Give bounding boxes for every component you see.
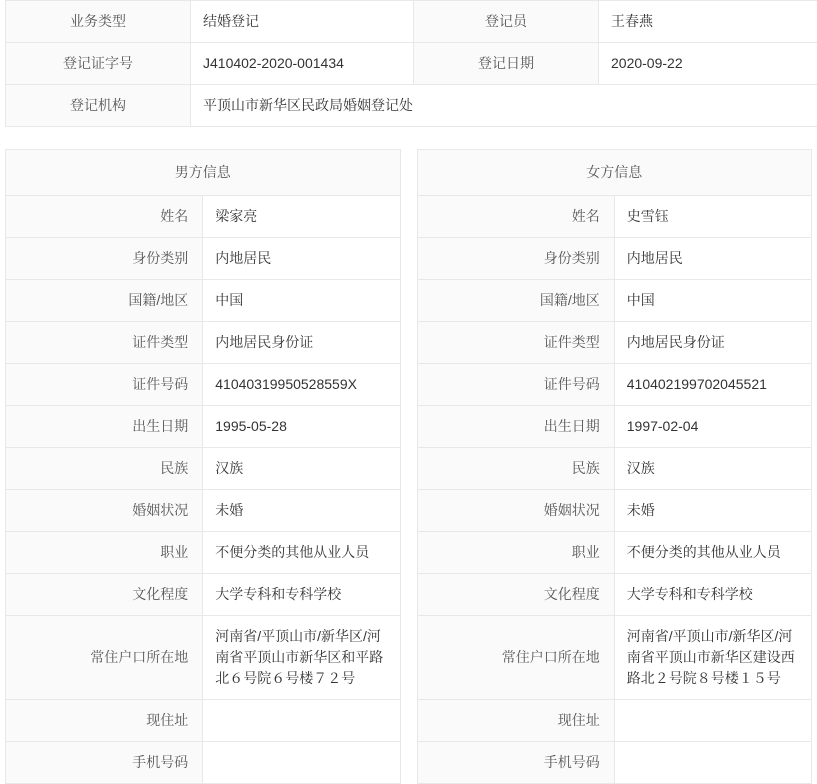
- male-info-title: 男方信息: [6, 150, 401, 196]
- table-row: [417, 574, 812, 616]
- table-row: [6, 364, 401, 406]
- table-row: [6, 150, 401, 196]
- table-row: [417, 322, 812, 364]
- female-value-ethnicity: 汉族: [614, 448, 811, 490]
- female-label-id-type: 证件类型: [417, 322, 614, 364]
- female-label-birth-date: 出生日期: [417, 406, 614, 448]
- table-row: [417, 448, 812, 490]
- male-value-nationality: 中国: [203, 280, 400, 322]
- male-label-ethnicity: 民族: [6, 448, 203, 490]
- female-label-nationality: 国籍/地区: [417, 280, 614, 322]
- summary-value-business-type: 结婚登记: [191, 1, 414, 43]
- male-value-household-address: 河南省/平顶山市/新华区/河南省平顶山市新华区和平路北６号院６号楼７２号: [203, 616, 400, 700]
- table-row: [417, 364, 812, 406]
- female-label-identity-type: 身份类别: [417, 238, 614, 280]
- table-row: [6, 322, 401, 364]
- female-value-occupation: 不便分类的其他从业人员: [614, 532, 811, 574]
- summary-value-register-date: 2020-09-22: [599, 43, 817, 85]
- female-label-marital-status: 婚姻状况: [417, 490, 614, 532]
- table-row: [6, 85, 817, 127]
- male-label-identity-type: 身份类别: [6, 238, 203, 280]
- summary-label-business-type: 业务类型: [6, 1, 191, 43]
- summary-label-registry-office: 登记机构: [6, 85, 191, 127]
- female-label-id-number: 证件号码: [417, 364, 614, 406]
- table-row: [417, 616, 812, 700]
- female-value-mobile: [614, 742, 811, 784]
- female-info-title: 女方信息: [417, 150, 812, 196]
- table-row: [6, 616, 401, 700]
- female-label-ethnicity: 民族: [417, 448, 614, 490]
- male-value-identity-type: 内地居民: [203, 238, 400, 280]
- female-label-household-address: 常住户口所在地: [417, 616, 614, 700]
- female-value-current-address: [614, 700, 811, 742]
- male-label-marital-status: 婚姻状况: [6, 490, 203, 532]
- male-value-current-address: [203, 700, 400, 742]
- summary-label-register-date: 登记日期: [414, 43, 599, 85]
- table-row: [417, 742, 812, 784]
- female-value-identity-type: 内地居民: [614, 238, 811, 280]
- table-row: [6, 196, 401, 238]
- female-label-mobile: 手机号码: [417, 742, 614, 784]
- male-label-education: 文化程度: [6, 574, 203, 616]
- table-row: [6, 574, 401, 616]
- male-info-body: [6, 150, 401, 784]
- table-row: [6, 700, 401, 742]
- female-label-occupation: 职业: [417, 532, 614, 574]
- table-row: [417, 532, 812, 574]
- summary-value-registrar: 王春燕: [599, 1, 817, 43]
- male-value-ethnicity: 汉族: [203, 448, 400, 490]
- male-value-name: 梁家亮: [203, 196, 400, 238]
- summary-label-registrar: 登记员: [414, 1, 599, 43]
- male-info-table: [5, 149, 401, 784]
- table-row: [6, 280, 401, 322]
- male-value-education: 大学专科和专科学校: [203, 574, 400, 616]
- female-value-name: 史雪钰: [614, 196, 811, 238]
- male-label-occupation: 职业: [6, 532, 203, 574]
- table-row: [6, 448, 401, 490]
- female-label-education: 文化程度: [417, 574, 614, 616]
- male-label-id-type: 证件类型: [6, 322, 203, 364]
- table-row: [6, 43, 817, 85]
- female-value-id-type: 内地居民身份证: [614, 322, 811, 364]
- table-row: [6, 1, 817, 43]
- male-value-id-number: 41040319950528559X: [203, 364, 400, 406]
- male-label-household-address: 常住户口所在地: [6, 616, 203, 700]
- female-label-name: 姓名: [417, 196, 614, 238]
- female-info-table: [417, 149, 813, 784]
- table-row: [417, 490, 812, 532]
- female-value-birth-date: 1997-02-04: [614, 406, 811, 448]
- table-row: [6, 490, 401, 532]
- male-value-marital-status: 未婚: [203, 490, 400, 532]
- registration-summary-table: [5, 0, 817, 127]
- summary-body: [6, 1, 817, 127]
- male-value-id-type: 内地居民身份证: [203, 322, 400, 364]
- male-value-occupation: 不便分类的其他从业人员: [203, 532, 400, 574]
- table-row: [417, 238, 812, 280]
- female-value-education: 大学专科和专科学校: [614, 574, 811, 616]
- table-row: [417, 700, 812, 742]
- table-row: [417, 196, 812, 238]
- table-row: [417, 406, 812, 448]
- female-info-body: [417, 150, 812, 784]
- male-label-nationality: 国籍/地区: [6, 280, 203, 322]
- summary-value-registry-office: 平顶山市新华区民政局婚姻登记处: [191, 85, 817, 127]
- table-row: [417, 280, 812, 322]
- table-row: [6, 406, 401, 448]
- female-value-marital-status: 未婚: [614, 490, 811, 532]
- table-row: [6, 238, 401, 280]
- person-info-section: [5, 149, 812, 784]
- male-label-current-address: 现住址: [6, 700, 203, 742]
- female-value-id-number: 410402199702045521: [614, 364, 811, 406]
- summary-label-certificate-no: 登记证字号: [6, 43, 191, 85]
- female-label-current-address: 现住址: [417, 700, 614, 742]
- table-row: [417, 150, 812, 196]
- female-info-block: [417, 149, 813, 784]
- male-value-birth-date: 1995-05-28: [203, 406, 400, 448]
- male-label-id-number: 证件号码: [6, 364, 203, 406]
- female-value-nationality: 中国: [614, 280, 811, 322]
- table-row: [6, 742, 401, 784]
- female-value-household-address: 河南省/平顶山市/新华区/河南省平顶山市新华区建设西路北２号院８号楼１５号: [614, 616, 811, 700]
- summary-value-certificate-no: J410402-2020-001434: [191, 43, 414, 85]
- male-label-birth-date: 出生日期: [6, 406, 203, 448]
- male-label-name: 姓名: [6, 196, 203, 238]
- table-row: [6, 532, 401, 574]
- male-info-block: [5, 149, 401, 784]
- male-value-mobile: [203, 742, 400, 784]
- male-label-mobile: 手机号码: [6, 742, 203, 784]
